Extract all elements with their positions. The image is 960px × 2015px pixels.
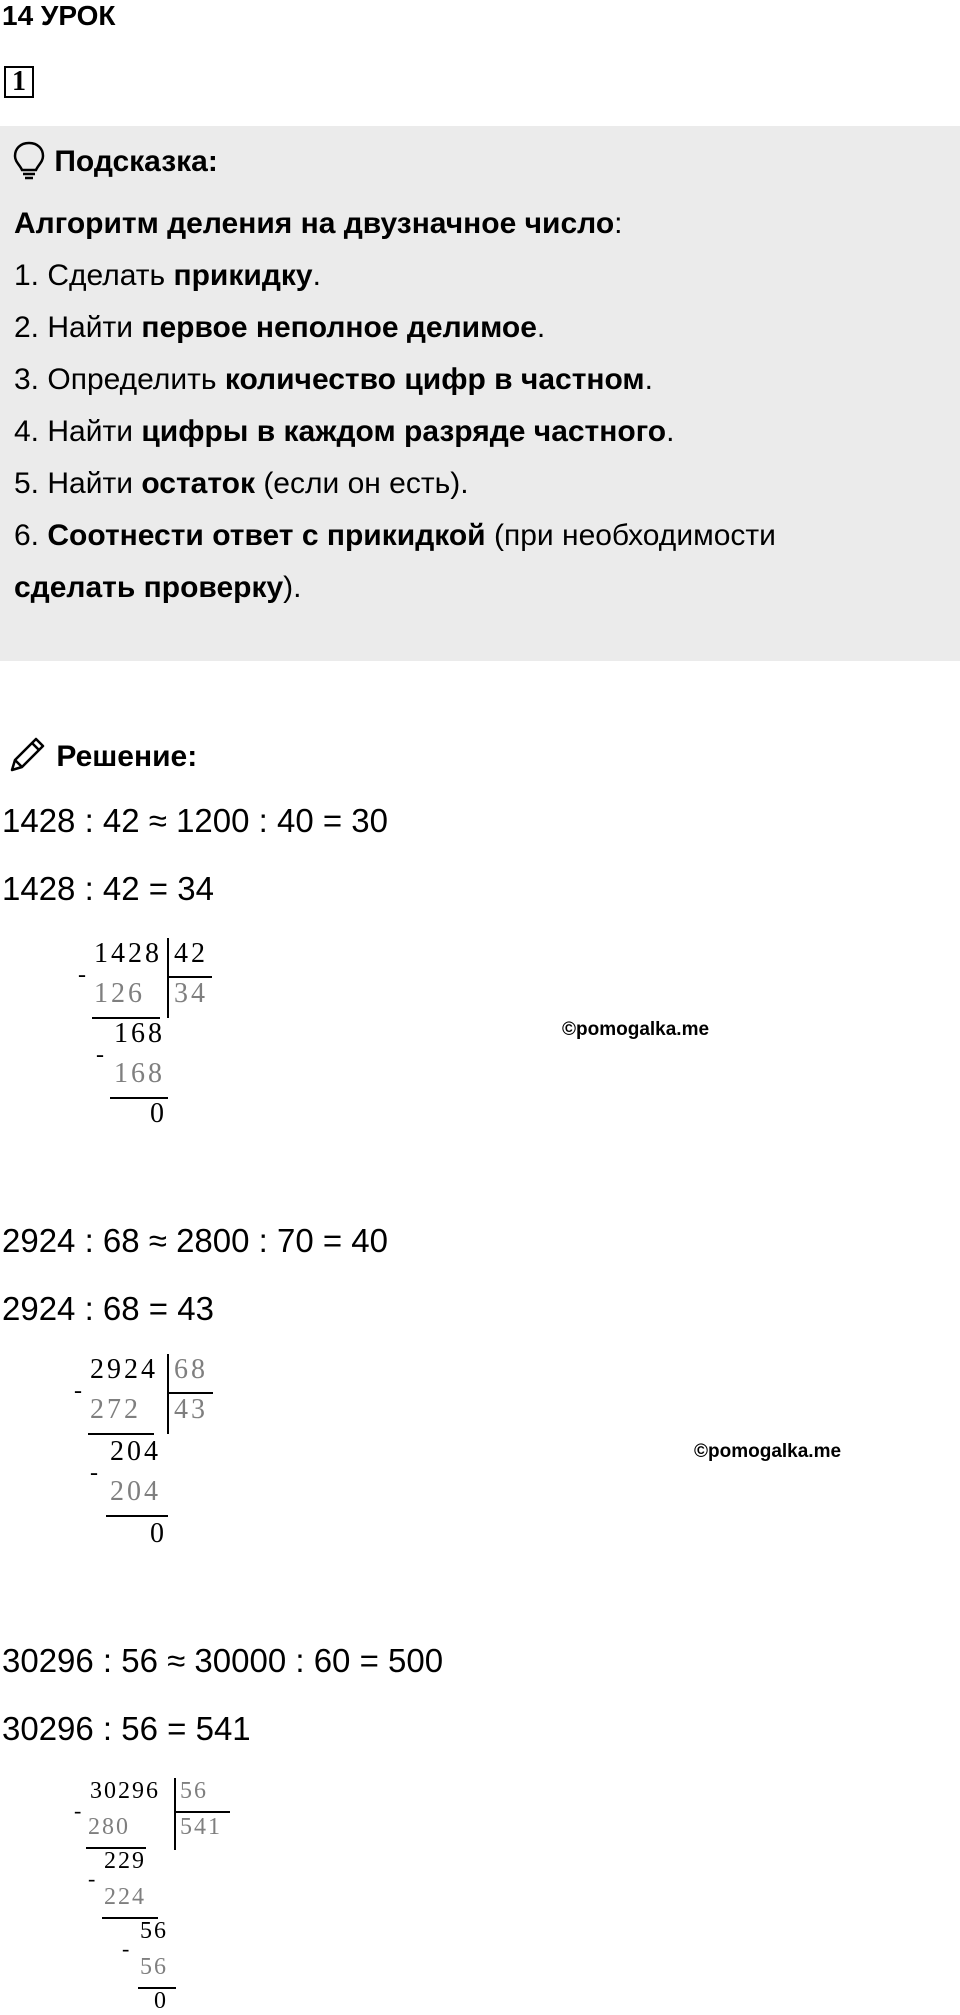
problem-2-estimate: 2924 : 68 ≈ 2800 : 70 = 40: [2, 1222, 389, 1259]
hint-intro: Алгоритм деления на двузначное число:: [14, 207, 623, 240]
division-bar: [167, 938, 169, 1018]
subtrahend: 280: [88, 1814, 130, 1840]
subtrahend: 204: [110, 1476, 161, 1507]
partial-remainder: 168: [114, 1018, 165, 1049]
divisor: 56: [180, 1778, 208, 1804]
final-remainder: 0: [154, 1988, 166, 2014]
watermark: ©pomogalka.me: [562, 1019, 710, 1040]
division-bar: [174, 1778, 176, 1850]
hint-title: Подсказка:: [54, 145, 218, 178]
hint-step-4: 4. Найти цифры в каждом разряде частного.: [14, 415, 675, 448]
solution-header: [6, 734, 197, 776]
subtract-line: [106, 1515, 168, 1517]
pencil-icon: [6, 734, 48, 776]
final-remainder: 0: [150, 1518, 167, 1549]
dividend: 30296: [90, 1778, 160, 1804]
subtrahend: 272: [90, 1394, 141, 1425]
subtrahend: 168: [114, 1058, 165, 1089]
partial-remainder: 56: [140, 1918, 168, 1944]
quotient: 541: [180, 1814, 222, 1840]
minus-sign: -: [78, 962, 86, 988]
partial-remainder: 229: [104, 1848, 146, 1874]
minus-sign: -: [88, 1866, 96, 1891]
subtrahend: 56: [140, 1954, 168, 1980]
hint-step-6-cont: сделать проверку).: [14, 571, 302, 604]
hint-step-6: 6. Соотнести ответ с прикидкой (при необходимости: [14, 519, 776, 552]
division-bar: [167, 1354, 169, 1434]
dividend: 1428: [94, 938, 162, 969]
quotient: 34: [174, 978, 208, 1009]
dividend: 2924: [90, 1354, 158, 1385]
subtrahend: 224: [104, 1884, 146, 1910]
watermark: ©pomogalka.me: [694, 1441, 842, 1462]
minus-sign: -: [74, 1378, 82, 1404]
hint-step-2: 2. Найти первое неполное делимое.: [14, 311, 546, 344]
minus-sign: -: [122, 1936, 130, 1961]
hint-box: [0, 126, 960, 661]
subtract-line: [88, 1433, 154, 1435]
solution-label: Решение:: [56, 740, 198, 773]
problem-3-estimate: 30296 : 56 ≈ 30000 : 60 = 500: [2, 1642, 444, 1679]
partial-remainder: 204: [110, 1436, 161, 1467]
problem-1-result: 1428 : 42 = 34: [2, 870, 214, 907]
quotient: 43: [174, 1394, 208, 1425]
hint-step-3: 3. Определить количество цифр в частном.: [14, 363, 653, 396]
lesson-title: 14 УРОК: [2, 0, 116, 31]
problem-2-result: 2924 : 68 = 43: [2, 1290, 214, 1327]
problem-3-result: 30296 : 56 = 541: [2, 1710, 251, 1747]
hint-step-5: 5. Найти остаток (если он есть).: [14, 467, 469, 500]
problem-1-estimate: 1428 : 42 ≈ 1200 : 40 = 30: [2, 802, 389, 839]
subtrahend: 126: [94, 978, 145, 1009]
final-remainder: 0: [150, 1098, 167, 1129]
task-number-badge: 1: [4, 66, 34, 98]
divisor: 68: [174, 1354, 208, 1385]
divisor: 42: [174, 938, 208, 969]
minus-sign: -: [74, 1798, 82, 1823]
minus-sign: -: [96, 1042, 104, 1068]
hint-header: [12, 136, 218, 188]
hint-step-1: 1. Сделать прикидку.: [14, 259, 321, 292]
division-underline: [174, 1811, 230, 1813]
lightbulb-icon: [12, 140, 46, 180]
minus-sign: -: [90, 1460, 98, 1486]
